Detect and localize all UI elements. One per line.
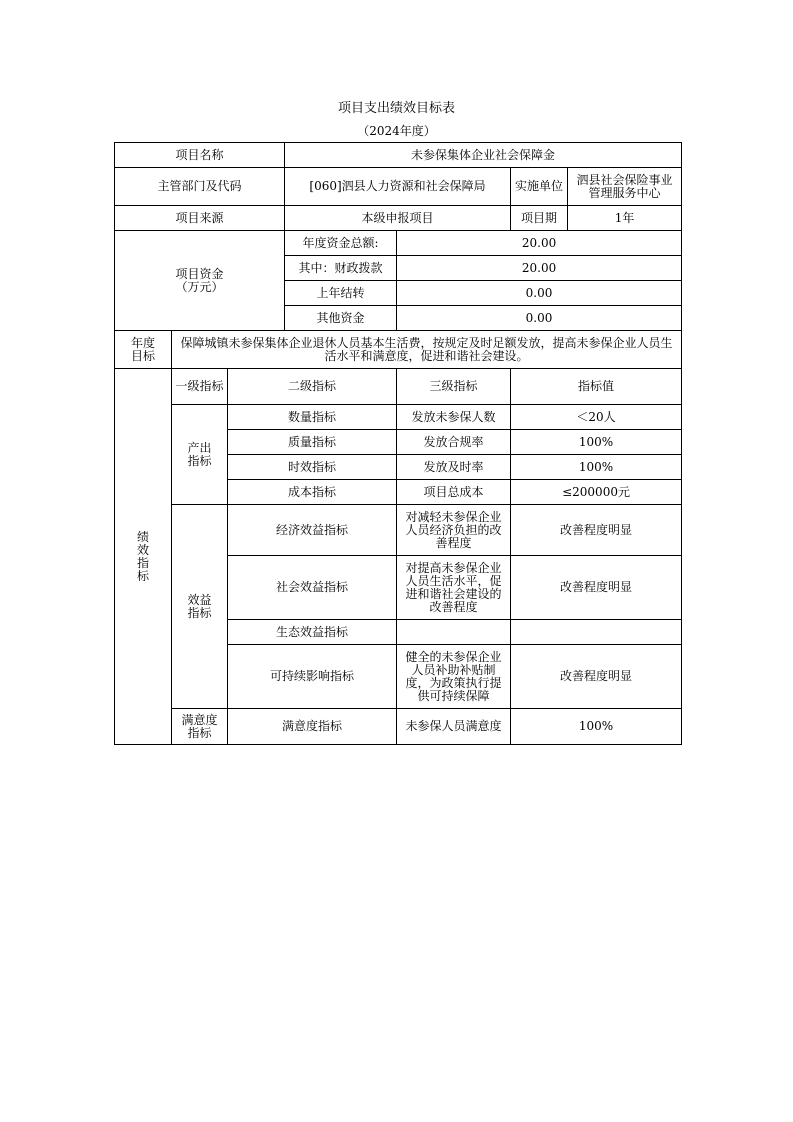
indicator-level3 <box>397 620 511 645</box>
project-period-value: 1年 <box>568 206 682 231</box>
annual-goal-row <box>115 331 682 369</box>
funds-other-label: 其他资金 <box>285 306 397 331</box>
indicator-level2: 时效指标 <box>228 455 397 480</box>
indicator-value: 改善程度明显 <box>511 556 682 620</box>
header-level3: 三级指标 <box>397 369 511 405</box>
project-funds-label-line2: （万元） <box>175 279 224 294</box>
performance-target-table <box>114 142 682 745</box>
indicator-level2: 生态效益指标 <box>228 620 397 645</box>
implementing-unit-value: 泗县社会保险事业管理服务中心 <box>568 168 682 206</box>
indicator-value <box>511 620 682 645</box>
funds-total-value: 20.00 <box>397 231 682 256</box>
header-level2: 二级指标 <box>228 369 397 405</box>
project-name-row <box>115 143 682 168</box>
funds-fiscal-value: 20.00 <box>397 256 682 281</box>
project-source-value: 本级申报项目 <box>285 206 511 231</box>
indicator-value: 100% <box>511 709 682 745</box>
satisfaction-indicators-group <box>172 709 228 745</box>
project-name-label: 项目名称 <box>115 143 285 168</box>
header-level1: 一级指标 <box>172 369 228 405</box>
output-indicators-group-text: 产出指标 <box>187 440 212 468</box>
indicator-level2: 数量指标 <box>228 405 397 430</box>
indicator-level3: 发放及时率 <box>397 455 511 480</box>
benefit-indicators-group-text: 效益指标 <box>187 592 212 620</box>
funds-fiscal-label: 其中：财政拨款 <box>285 256 397 281</box>
indicator-value: 改善程度明显 <box>511 645 682 709</box>
document-title: 项目支出绩效目标表 <box>337 101 455 116</box>
indicator-level2: 成本指标 <box>228 480 397 505</box>
funds-total-label: 年度资金总额: <box>285 231 397 256</box>
department-label: 主管部门及代码 <box>115 168 285 206</box>
indicator-value: ＜20人 <box>511 405 682 430</box>
indicator-value: 100% <box>511 430 682 455</box>
satisfaction-indicators-group-text: 满意度指标 <box>181 712 218 740</box>
output-indicators-group <box>172 405 228 505</box>
indicator-row-quantity <box>115 405 682 430</box>
project-period-label: 项目期 <box>511 206 568 231</box>
indicator-level3: 项目总成本 <box>397 480 511 505</box>
annual-goal-text: 保障城镇未参保集体企业退休人员基本生活费，按规定及时足额发放，提高未参保企业人员生活水平和满意度，促进和谐社会建设。 <box>172 331 682 369</box>
document-year: （2024年度） <box>357 124 436 138</box>
implementing-unit-label: 实施单位 <box>511 168 568 206</box>
funds-carryover-value: 0.00 <box>397 281 682 306</box>
indicator-level3: 对提高未参保企业人员生活水平，促进和谐社会建设的改善程度 <box>397 556 511 620</box>
project-name-value: 未参保集体企业社会保障金 <box>285 143 682 168</box>
indicator-level2: 满意度指标 <box>228 709 397 745</box>
funds-other-value: 0.00 <box>397 306 682 331</box>
funds-total-row <box>115 231 682 256</box>
annual-goal-label <box>115 331 172 369</box>
project-source-label: 项目来源 <box>115 206 285 231</box>
indicator-level3: 发放未参保人数 <box>397 405 511 430</box>
performance-indicators-label <box>115 369 172 745</box>
header-value: 指标值 <box>511 369 682 405</box>
department-value: [060]泗县人力资源和社会保障局 <box>285 168 511 206</box>
indicator-level2: 可持续影响指标 <box>228 645 397 709</box>
indicator-level3: 对减轻未参保企业人员经济负担的改善程度 <box>397 505 511 556</box>
funds-carryover-label: 上年结转 <box>285 281 397 306</box>
indicator-level3: 健全的未参保企业人员补助补贴制度，为政策执行提供可持续保障 <box>397 645 511 709</box>
indicator-value: 改善程度明显 <box>511 505 682 556</box>
indicator-value: 100% <box>511 455 682 480</box>
project-funds-label-line1: 项目资金 <box>175 266 224 281</box>
indicator-level2: 经济效益指标 <box>228 505 397 556</box>
annual-goal-label-line2: 目标 <box>130 348 155 363</box>
indicator-level3: 发放合规率 <box>397 430 511 455</box>
indicator-level2: 质量指标 <box>228 430 397 455</box>
annual-goal-label-line1: 年度 <box>130 335 155 350</box>
indicator-row-economic <box>115 505 682 556</box>
department-row <box>115 168 682 206</box>
performance-indicators-label-text: 绩效指标 <box>136 529 149 583</box>
indicator-value: ≤200000元 <box>511 480 682 505</box>
source-row <box>115 206 682 231</box>
benefit-indicators-group <box>172 505 228 709</box>
indicator-level3: 未参保人员满意度 <box>397 709 511 745</box>
indicator-header-row <box>115 369 682 405</box>
indicator-level2: 社会效益指标 <box>228 556 397 620</box>
project-funds-label <box>115 231 285 331</box>
indicator-row-satisfaction <box>115 709 682 745</box>
